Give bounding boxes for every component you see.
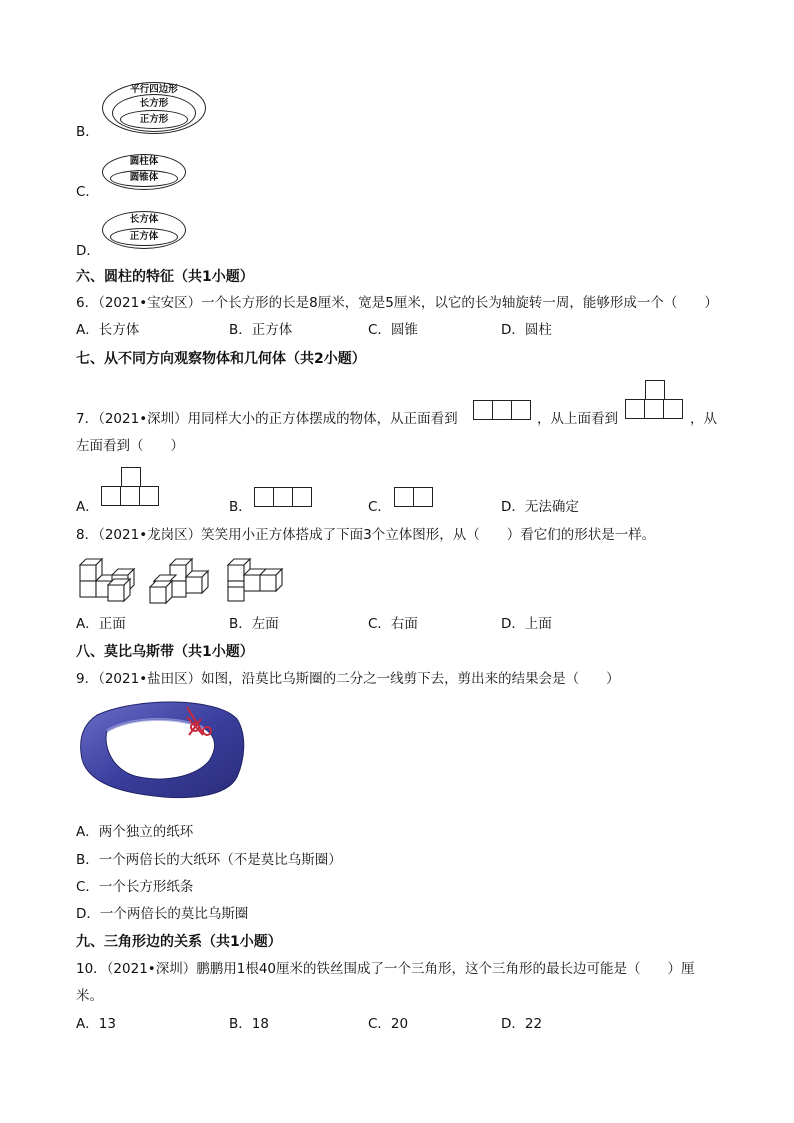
question-9-text: 9．（2021•盐田区）如图，沿莫比乌斯圈的二分之一线剪下去，剪出来的结果会是（ ）: [76, 671, 620, 687]
q8-figure-2: [150, 559, 208, 603]
q8-option-a: A．正面: [76, 616, 126, 632]
q10-option-a: A．13: [76, 1016, 116, 1032]
venn-label-rectangle: 长方形: [139, 98, 169, 109]
q6-option-c: C．圆锥: [368, 322, 418, 338]
q9-option-a: A．两个独立的纸环: [76, 824, 194, 840]
q10-option-c: C．20: [368, 1016, 409, 1032]
question-7-text-part2: ，从上面看到: [537, 411, 618, 427]
q7-option-b: B．: [229, 499, 252, 515]
q7-option-d: D．无法确定: [501, 499, 579, 515]
q6-option-d: D．圆柱: [501, 322, 552, 338]
option-d-label: D．: [76, 243, 100, 259]
q10-option-d: D．22: [501, 1016, 543, 1032]
venn-label-square: 正方形: [139, 114, 169, 125]
q10-option-b: B．18: [229, 1016, 269, 1032]
q7-front-view-figure: [473, 400, 531, 420]
venn-label-cube: 正方体: [129, 231, 159, 242]
q8-figure-1: [80, 559, 134, 601]
q9-option-b: B．一个两倍长的大纸环（不是莫比乌斯圈）: [76, 852, 342, 868]
question-6-text: 6．（2021•宝安区）一个长方形的长是8厘米，宽是5厘米，以它的长为轴旋转一周，能够形成一个（ ）: [76, 295, 718, 311]
q7-option-c: C．: [368, 499, 391, 515]
q8-figure-3: [228, 559, 282, 601]
section-heading-9: 九、三角形边的关系（共1小题）: [76, 934, 282, 950]
section-heading-8: 八、莫比乌斯带（共1小题）: [76, 644, 254, 660]
venn-diagram-b: [102, 82, 206, 134]
venn-label-cuboid: 长方体: [129, 214, 159, 225]
q7-option-c-figure: [394, 487, 433, 507]
q8-option-c: C．右面: [368, 616, 418, 632]
q8-option-d: D．上面: [501, 616, 552, 632]
question-8-text: 8．（2021•龙岗区）笑笑用小正方体搭成了下面3个立体图形，从（ ）看它们的形状是一样。: [76, 527, 656, 543]
section-heading-7: 七、从不同方向观察物体和几何体（共2小题）: [76, 351, 366, 367]
question-7-text-part3: ，从: [690, 411, 717, 427]
option-b-label: B．: [76, 124, 99, 140]
q9-option-c: C．一个长方形纸条: [76, 879, 194, 895]
q9-option-d: D．一个两倍长的莫比乌斯圈: [76, 906, 249, 922]
question-10-text-part1: 10．（2021•深圳）鹏鹏用1根40厘米的铁丝围成了一个三角形，这个三角形的最长边可能是（ ）厘: [76, 961, 695, 977]
q7-option-a-figure: [101, 467, 163, 509]
q8-option-b: B．左面: [229, 616, 279, 632]
question-7-text-part4: 左面看到（ ）: [76, 438, 184, 454]
q7-option-a: A．: [76, 499, 99, 515]
venn-label-cone: 圆锥体: [129, 172, 159, 183]
q6-option-b: B．正方体: [229, 322, 293, 338]
mobius-strip-image: [77, 697, 247, 805]
venn-label-parallelogram: 平行四边形: [130, 84, 178, 95]
q8-cube-figures: [78, 553, 298, 605]
q7-top-view-figure: [625, 380, 687, 422]
venn-diagram-c: [102, 154, 186, 190]
question-7-text-part1: 7．（2021•深圳）用同样大小的正方体摆成的物体，从正面看到: [76, 411, 458, 427]
question-10-text-part2: 米。: [76, 988, 103, 1004]
section-heading-6: 六、圆柱的特征（共1小题）: [76, 269, 254, 285]
option-c-label: C．: [76, 184, 99, 200]
q6-option-a: A．长方体: [76, 322, 140, 338]
q7-option-b-figure: [254, 487, 312, 507]
venn-diagram-d: [102, 211, 186, 249]
venn-label-cylinder: 圆柱体: [129, 156, 159, 167]
